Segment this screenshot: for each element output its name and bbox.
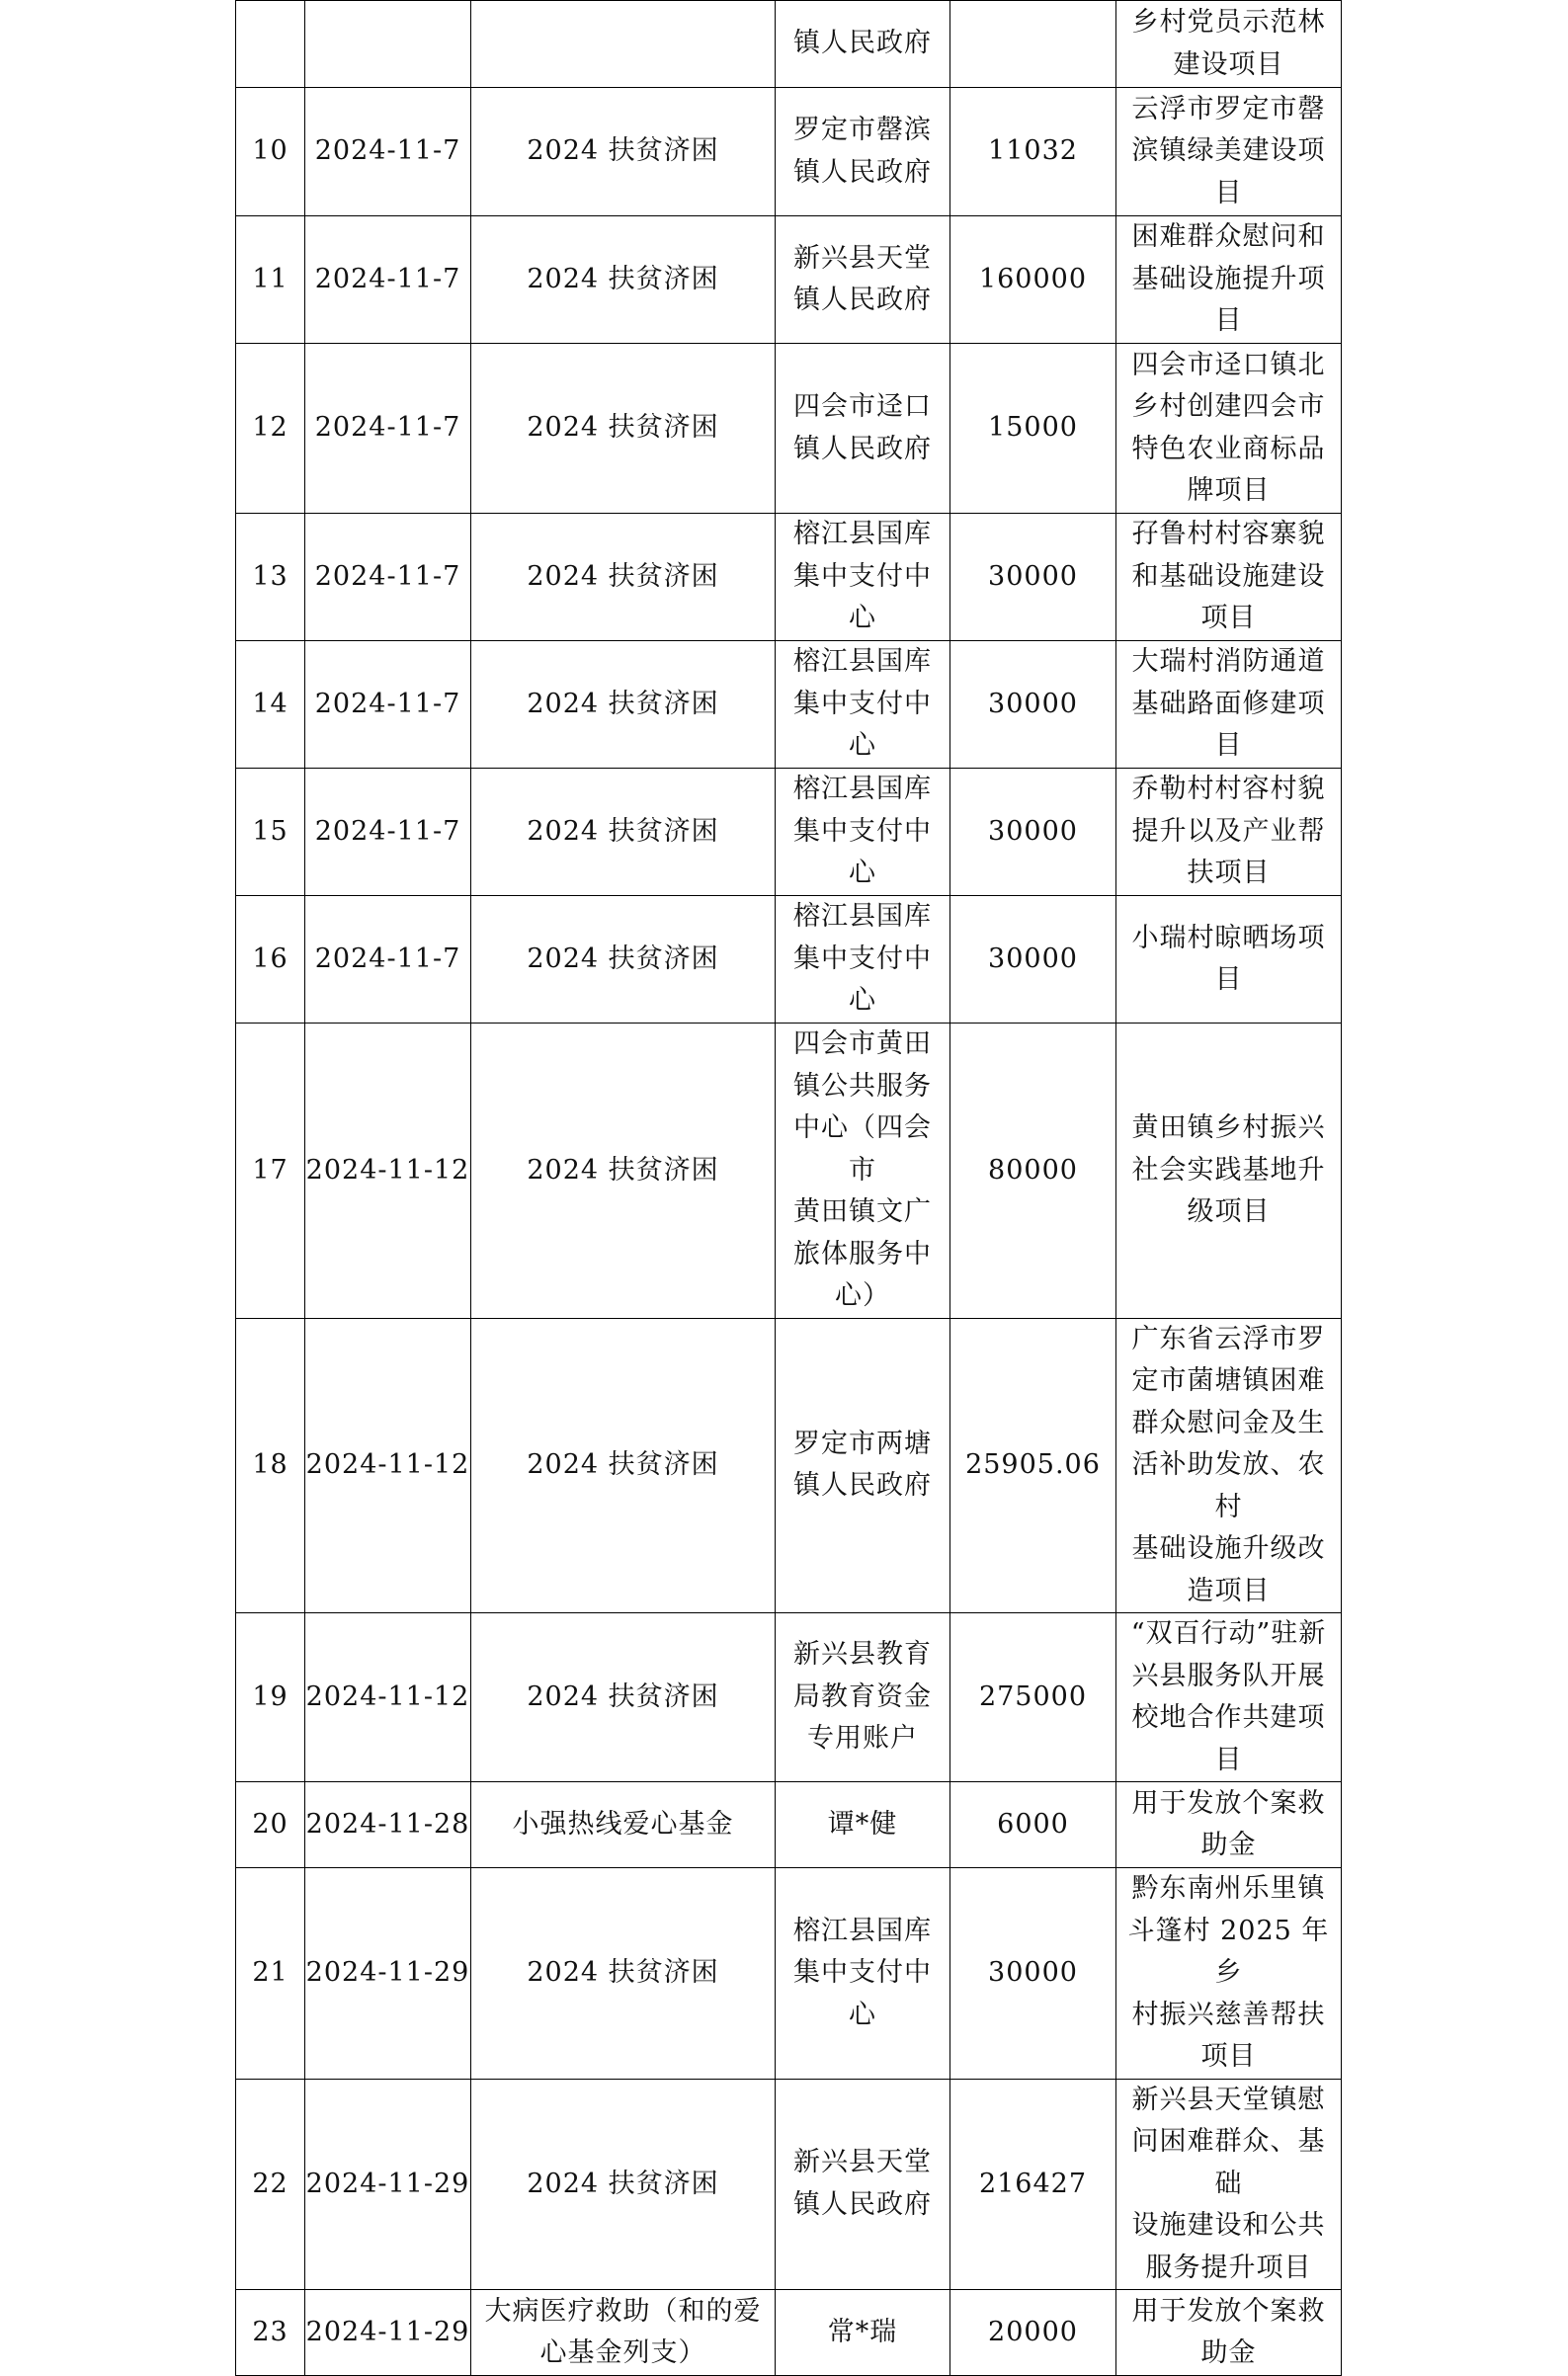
recipient-cell xyxy=(776,896,950,1024)
project-category-text: 2024 扶贫济困 xyxy=(527,263,719,294)
amount-text: 275000 xyxy=(978,1680,1088,1712)
project-category-cell xyxy=(471,344,776,514)
table-body xyxy=(236,1,1342,2376)
date-cell xyxy=(305,344,471,514)
recipient-text: 四会市黄田 镇公共服务 中心（四会市 黄田镇文广 旅体服务中 心） xyxy=(793,1028,932,1311)
amount-text: 30000 xyxy=(988,815,1078,847)
table-row xyxy=(236,514,1342,641)
amount-text: 25905.06 xyxy=(965,1449,1101,1480)
date-text: 2024-11-29 xyxy=(305,2316,470,2347)
purpose-cell xyxy=(1116,216,1342,344)
recipient-cell xyxy=(776,2079,950,2290)
date-cell xyxy=(305,769,471,896)
project-category-cell xyxy=(471,641,776,769)
amount-cell xyxy=(950,2290,1116,2376)
recipient-text: 四会市迳口 镇人民政府 xyxy=(793,391,932,464)
purpose-text: 乔勒村村容村貌 提升以及产业帮 扶项目 xyxy=(1131,774,1326,889)
table-row xyxy=(236,1868,1342,2080)
purpose-text: 用于发放个案救 助金 xyxy=(1131,1787,1326,1860)
project-category-text: 2024 扶贫济困 xyxy=(527,1449,719,1480)
project-category-cell xyxy=(471,88,776,216)
row-number-text: 13 xyxy=(252,560,289,592)
purpose-cell xyxy=(1116,1024,1342,1319)
row-number-cell xyxy=(236,2079,305,2290)
date-cell xyxy=(305,896,471,1024)
purpose-cell xyxy=(1116,1613,1342,1782)
purpose-text: 新兴县天堂镇慰 问困难群众、基础 设施建设和公共 服务提升项目 xyxy=(1131,2084,1326,2283)
project-category-text: 2024 扶贫济困 xyxy=(527,1154,719,1186)
amount-cell xyxy=(950,1868,1116,2080)
project-category-text: 2024 扶贫济困 xyxy=(527,560,719,592)
table-row xyxy=(236,1782,1342,1868)
recipient-cell xyxy=(776,1868,950,2080)
date-cell xyxy=(305,1,471,88)
amount-text: 160000 xyxy=(978,263,1088,294)
purpose-text: 云浮市罗定市罄 滨镇绿美建设项 目 xyxy=(1131,93,1326,208)
project-category-text: 2024 扶贫济困 xyxy=(527,1680,719,1712)
purpose-cell xyxy=(1116,514,1342,641)
recipient-text: 榕江县国库 集中支付中 心 xyxy=(793,901,932,1017)
project-category-text: 2024 扶贫济困 xyxy=(527,815,719,847)
row-number-text: 14 xyxy=(252,688,289,719)
table-row xyxy=(236,769,1342,896)
amount-cell xyxy=(950,641,1116,769)
date-cell xyxy=(305,1868,471,2080)
purpose-text: 四会市迳口镇北 乡村创建四会市 特色农业商标品 牌项目 xyxy=(1131,349,1326,506)
row-number-cell xyxy=(236,1868,305,2080)
table-row xyxy=(236,2079,1342,2290)
row-number-text: 19 xyxy=(252,1680,289,1712)
recipient-text: 罗定市罄滨 镇人民政府 xyxy=(793,115,932,188)
amount-cell xyxy=(950,1318,1116,1613)
purpose-text: 大瑞村消防通道 基础路面修建项 目 xyxy=(1131,646,1326,762)
date-text: 2024-11-12 xyxy=(305,1154,470,1186)
recipient-cell xyxy=(776,769,950,896)
project-category-text: 小强热线爱心基金 xyxy=(512,1808,734,1840)
row-number-cell xyxy=(236,216,305,344)
row-number-cell xyxy=(236,2290,305,2376)
amount-text: 20000 xyxy=(988,2316,1078,2347)
row-number-text: 11 xyxy=(252,263,289,294)
purpose-text: 乡村党员示范林 建设项目 xyxy=(1131,7,1326,80)
date-text: 2024-11-29 xyxy=(305,1957,470,1988)
row-number-cell xyxy=(236,1782,305,1868)
purpose-cell xyxy=(1116,2079,1342,2290)
amount-text: 30000 xyxy=(988,1957,1078,1988)
purpose-cell xyxy=(1116,641,1342,769)
recipient-text: 罗定市两塘 镇人民政府 xyxy=(793,1428,932,1502)
date-cell xyxy=(305,1782,471,1868)
donation-expenditure-table xyxy=(235,0,1342,2376)
purpose-text: 困难群众慰问和 基础设施提升项 目 xyxy=(1131,221,1326,337)
row-number-text: 22 xyxy=(252,2168,289,2199)
project-category-cell xyxy=(471,216,776,344)
row-number-text: 16 xyxy=(252,942,289,974)
recipient-cell xyxy=(776,641,950,769)
date-text: 2024-11-7 xyxy=(314,560,461,592)
recipient-cell xyxy=(776,216,950,344)
row-number-text: 23 xyxy=(252,2316,289,2347)
table-row xyxy=(236,896,1342,1024)
date-cell xyxy=(305,1613,471,1782)
project-category-text: 大病医疗救助（和的爱 心基金列支） xyxy=(484,2295,762,2368)
table-row xyxy=(236,1,1342,88)
project-category-cell xyxy=(471,1024,776,1319)
date-text: 2024-11-12 xyxy=(305,1680,470,1712)
purpose-cell xyxy=(1116,896,1342,1024)
amount-text: 6000 xyxy=(997,1808,1069,1840)
purpose-text: 小瑞村晾晒场项 目 xyxy=(1131,922,1326,995)
amount-cell xyxy=(950,1782,1116,1868)
amount-cell xyxy=(950,2079,1116,2290)
recipient-text: 新兴县天堂 镇人民政府 xyxy=(793,242,932,315)
row-number-cell xyxy=(236,514,305,641)
purpose-text: 用于发放个案救 助金 xyxy=(1131,2295,1326,2368)
date-text: 2024-11-12 xyxy=(305,1449,470,1480)
recipient-cell xyxy=(776,88,950,216)
table-row xyxy=(236,1613,1342,1782)
row-number-cell xyxy=(236,1318,305,1613)
amount-cell xyxy=(950,896,1116,1024)
row-number-cell xyxy=(236,1,305,88)
project-category-cell xyxy=(471,1782,776,1868)
recipient-cell xyxy=(776,514,950,641)
date-cell xyxy=(305,2079,471,2290)
date-text: 2024-11-7 xyxy=(314,688,461,719)
row-number-cell xyxy=(236,641,305,769)
recipient-text: 常*瑞 xyxy=(827,2316,898,2347)
purpose-text: 黔东南州乐里镇 斗篷村 2025 年乡 村振兴慈善帮扶 项目 xyxy=(1127,1873,1330,2072)
date-cell xyxy=(305,88,471,216)
amount-text: 15000 xyxy=(988,412,1078,444)
recipient-cell xyxy=(776,2290,950,2376)
row-number-text: 17 xyxy=(252,1154,289,1186)
table-row xyxy=(236,344,1342,514)
date-cell xyxy=(305,1024,471,1319)
project-category-text: 2024 扶贫济困 xyxy=(527,942,719,974)
amount-cell xyxy=(950,769,1116,896)
date-text: 2024-11-7 xyxy=(314,412,461,444)
table-row xyxy=(236,88,1342,216)
purpose-cell xyxy=(1116,2290,1342,2376)
project-category-text: 2024 扶贫济困 xyxy=(527,2168,719,2199)
project-category-cell xyxy=(471,514,776,641)
project-category-cell xyxy=(471,769,776,896)
amount-text: 30000 xyxy=(988,688,1078,719)
recipient-text: 榕江县国库 集中支付中 心 xyxy=(793,519,932,634)
date-cell xyxy=(305,1318,471,1613)
amount-cell xyxy=(950,216,1116,344)
project-category-text: 2024 扶贫济困 xyxy=(527,135,719,167)
row-number-cell xyxy=(236,88,305,216)
row-number-cell xyxy=(236,769,305,896)
purpose-text: 孖鲁村村容寨貌 和基础设施建设 项目 xyxy=(1131,519,1326,634)
project-category-text: 2024 扶贫济困 xyxy=(527,412,719,444)
row-number-text: 12 xyxy=(252,412,289,444)
recipient-text: 榕江县国库 集中支付中 心 xyxy=(793,646,932,762)
amount-text: 216427 xyxy=(978,2168,1088,2199)
recipient-text: 新兴县天堂 镇人民政府 xyxy=(793,2147,932,2220)
date-text: 2024-11-29 xyxy=(305,2168,470,2199)
date-text: 2024-11-7 xyxy=(314,263,461,294)
date-cell xyxy=(305,641,471,769)
recipient-cell xyxy=(776,344,950,514)
purpose-cell xyxy=(1116,1782,1342,1868)
table-row xyxy=(236,641,1342,769)
date-text: 2024-11-7 xyxy=(314,135,461,167)
purpose-cell xyxy=(1116,1,1342,88)
table-row xyxy=(236,216,1342,344)
row-number-text: 15 xyxy=(252,815,289,847)
amount-cell xyxy=(950,1024,1116,1319)
row-number-cell xyxy=(236,344,305,514)
recipient-cell xyxy=(776,1318,950,1613)
project-category-text: 2024 扶贫济困 xyxy=(527,1957,719,1988)
amount-cell xyxy=(950,514,1116,641)
amount-cell xyxy=(950,1613,1116,1782)
row-number-text: 21 xyxy=(252,1957,289,1988)
amount-text: 30000 xyxy=(988,942,1078,974)
recipient-cell xyxy=(776,1782,950,1868)
date-cell xyxy=(305,2290,471,2376)
purpose-cell xyxy=(1116,769,1342,896)
row-number-cell xyxy=(236,1613,305,1782)
table-row xyxy=(236,1024,1342,1319)
row-number-cell xyxy=(236,1024,305,1319)
purpose-cell xyxy=(1116,344,1342,514)
amount-text: 30000 xyxy=(988,560,1078,592)
recipient-text: 镇人民政府 xyxy=(793,28,932,59)
project-category-cell xyxy=(471,2290,776,2376)
purpose-text: 广东省云浮市罗 定市菌塘镇困难 群众慰问金及生 活补助发放、农村 基础设施升级改 造项目 xyxy=(1131,1323,1326,1606)
amount-text: 11032 xyxy=(988,135,1078,167)
project-category-cell xyxy=(471,896,776,1024)
project-category-cell xyxy=(471,2079,776,2290)
table-row xyxy=(236,1318,1342,1613)
row-number-cell xyxy=(236,896,305,1024)
recipient-text: 新兴县教育 局教育资金 专用账户 xyxy=(793,1639,932,1755)
row-number-text: 20 xyxy=(252,1808,289,1840)
date-text: 2024-11-7 xyxy=(314,815,461,847)
purpose-text: 黄田镇乡村振兴 社会实践基地升 级项目 xyxy=(1131,1112,1326,1227)
amount-cell xyxy=(950,344,1116,514)
purpose-text: “双百行动”驻新 兴县服务队开展 校地合作共建项 目 xyxy=(1130,1618,1327,1775)
recipient-cell xyxy=(776,1,950,88)
date-text: 2024-11-28 xyxy=(305,1808,470,1840)
project-category-cell xyxy=(471,1,776,88)
project-category-cell xyxy=(471,1868,776,2080)
project-category-cell xyxy=(471,1318,776,1613)
recipient-text: 榕江县国库 集中支付中 心 xyxy=(793,1915,932,2030)
project-category-text: 2024 扶贫济困 xyxy=(527,688,719,719)
row-number-text: 18 xyxy=(252,1449,289,1480)
table-row xyxy=(236,2290,1342,2376)
amount-cell xyxy=(950,1,1116,88)
purpose-cell xyxy=(1116,1868,1342,2080)
row-number-text: 10 xyxy=(252,135,289,167)
recipient-cell xyxy=(776,1613,950,1782)
recipient-text: 榕江县国库 集中支付中 心 xyxy=(793,774,932,889)
date-cell xyxy=(305,216,471,344)
amount-cell xyxy=(950,88,1116,216)
project-category-cell xyxy=(471,1613,776,1782)
date-cell xyxy=(305,514,471,641)
recipient-text: 谭*健 xyxy=(827,1808,898,1840)
purpose-cell xyxy=(1116,1318,1342,1613)
date-text: 2024-11-7 xyxy=(314,942,461,974)
purpose-cell xyxy=(1116,88,1342,216)
amount-text: 80000 xyxy=(988,1154,1078,1186)
recipient-cell xyxy=(776,1024,950,1319)
